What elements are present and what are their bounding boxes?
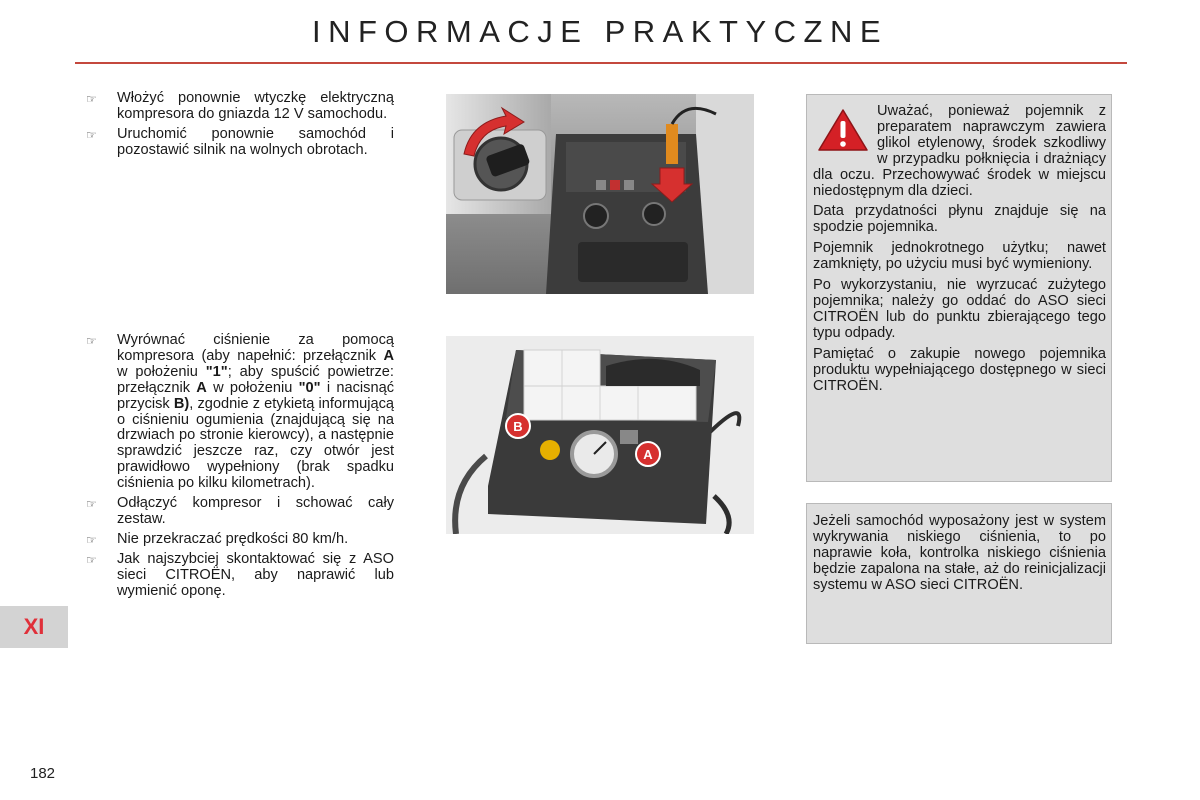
pointing-hand-icon: ☞ (86, 127, 97, 142)
header-divider (75, 62, 1127, 64)
list-item (86, 532, 394, 548)
info-text: Jeżeli samochód wyposażony jest w system wykrywania niskiego ciśnienia, to po naprawie koła, kontrolka niskiego ciśnienia będzie zapalona na stałe, aż do reinicjalizacji systemu w ASO sieci CITROËN. (813, 513, 1106, 593)
text-run: w położeniu (117, 363, 206, 380)
section-tab: XI (0, 606, 68, 648)
button-label-b: B) (173, 395, 190, 412)
compressor-illustration (446, 336, 754, 534)
switch-label-a: A (383, 347, 394, 364)
compressor-photo (446, 336, 754, 534)
button-b-label: B (513, 419, 523, 434)
warning-text: Data przydatności płynu znajduje się na spodzie pojemnika. (813, 203, 1106, 236)
warning-box (806, 94, 1112, 482)
text-run: ; aby spuścić powietrze: przełącznik (117, 363, 394, 396)
dashboard-socket-illustration (446, 94, 754, 294)
text-run: , zgodnie z etykietą informującą o ciśnieniu ogumienia (znajdującą się na drzwiach po stronie kierowcy), a następnie sprawdzić jeszcze raz, czy otwór jest prawidłowo wypełniony (brak spadku ciśnienia po kilku kilometrach). (117, 395, 394, 492)
switch-label-a: A (196, 379, 207, 396)
position-1-label: "1" (205, 363, 228, 380)
list-item (86, 552, 394, 600)
pointing-hand-icon: ☞ (86, 552, 97, 567)
warning-text: Pojemnik jednokrotnego użytku; nawet zamknięty, po użyciu musi być wymieniony. (813, 240, 1106, 273)
page-title: INFORMACJE PRAKTYCZNE (311, 14, 889, 49)
text-run: i nacisnąć przycisk (117, 379, 394, 412)
warning-text: Pamiętać o zakupie nowego pojemnika produktu wypełniającego dostępnego w sieci CITROËN. (813, 345, 1106, 394)
text-run: w położeniu (206, 379, 299, 396)
pointing-hand-icon: ☞ (86, 497, 97, 512)
pointing-hand-icon: ☞ (86, 92, 97, 106)
warning-triangle-icon (817, 108, 869, 152)
list-item-text: Odłączyć kompresor i schować cały zestaw. (117, 495, 394, 527)
list-item (86, 333, 394, 492)
warning-text: Uważać, ponieważ pojemnik z preparatem naprawczym zawiera glikol etylenowy, środek szkodliwy w przypadku połknięcia i drażniący dla oczu. Przechowywać środek w miejscu niedostępnym dla dzieci. (813, 103, 1106, 199)
list-item (86, 127, 394, 159)
list-item-text: Uruchomić ponownie samochód i pozostawić silnik na wolnych obrotach. (117, 125, 394, 158)
pointing-hand-icon: ☞ (86, 334, 97, 348)
pointing-hand-icon: ☞ (86, 532, 97, 547)
text-run: Wyrównać ciśnienie za pomocą kompresora (aby napełnić: przełącznik (117, 332, 394, 364)
info-box (806, 503, 1112, 644)
list-item-text (117, 332, 394, 491)
list-item (86, 91, 394, 123)
position-0-label: "0" (298, 379, 321, 396)
list-item-text: Włożyć ponownie wtyczkę elektryczną kompresora do gniazda 12 V samochodu. (117, 90, 394, 122)
list-item-text: Nie przekraczać prędkości 80 km/h. (117, 530, 349, 547)
list-item (86, 496, 394, 528)
dashboard-socket-photo (446, 94, 754, 294)
warning-text: Po wykorzystaniu, nie wyrzucać zużytego pojemnika; należy go oddać do ASO sieci CITROËN lub do punktu zbierającego tego typu odpady. (813, 277, 1106, 341)
list-item-text: Jak najszybciej skontaktować się z ASO sieci CITROËN, aby naprawić lub wymienić oponę. (117, 550, 394, 599)
instructions-top (86, 91, 394, 163)
page-number: 182 (30, 765, 56, 782)
switch-a-label: A (643, 447, 653, 462)
instructions-bottom (86, 333, 394, 604)
